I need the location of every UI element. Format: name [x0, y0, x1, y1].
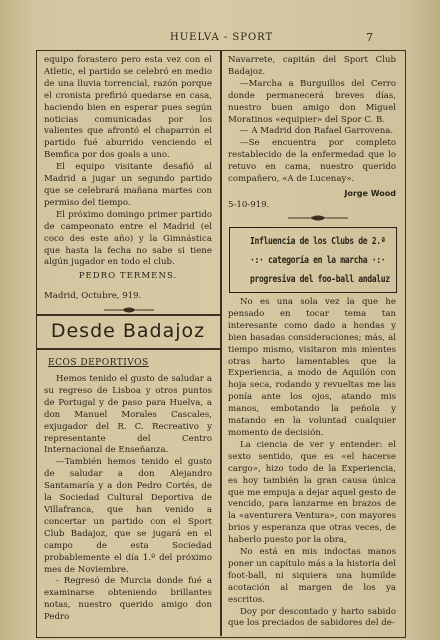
paragraph: —Marcha a Burguillos del Cerro donde permanecerá breves días, nuestro buen amigo don Miguel Moratinos «equipier» del Spor C. B. [228, 78, 396, 125]
headline-line: Influencia de los Clubs de 2.ª [250, 236, 386, 247]
section-rule-top [36, 314, 220, 316]
paragraph: - Regresó de Murcia donde fué a examinarse obteniendo brillantes notas, nuestro querido amigo don Pedro [44, 576, 212, 623]
paragraph: El próximo domingo primer partido de campeonato entre el Madrid (el coco des este año) y la Gimnástica que hasta la fecha no sabe si tiene algún jugador en todo el club. [44, 209, 212, 268]
paragraph: No está en mis indoctas manos poner un capítulo más a la historia del foot-ball, ni siquiera una humilde acotación al margen de los ya escritos. [228, 547, 397, 605]
paragraph: Doy por descontado y harto sabido que los preciados de sabidores del de- [228, 606, 396, 629]
publication-title: HUELVA - SPORT [170, 32, 274, 43]
paragraph: equipo forastero pero esta vez con el Atletic, el partido se celebró en medio de una lluvia torrencial, razón porque el cronista prefirió quedarse en casa, haciendo bien en esperar pues según noticias comunicadas por los valientes que afrontó el chaparrón el partido fué aburrido venciendo el Bemfica por dos goals a uno. [44, 55, 212, 161]
dateline: 5-10-919. [228, 199, 270, 210]
ornament-divider [104, 306, 154, 314]
headline-line: progresiva del foo-ball andaluz [250, 274, 390, 285]
column-divider [220, 50, 222, 636]
article-madrid [44, 55, 212, 303]
article-influencia [228, 297, 396, 630]
paragraph: —También hemos tenido el gusto de saludar a don Alejandro Santamaría y a don Pedro Cortés, de la Sociedad Cultural Deportiva de Villafranca, que han venido a concertar un partido con el Sport Club Badajoz, que se jugará en el campo de esta Sociedad probablemente el día 1.º del próximo mes de Noviembre. [44, 457, 212, 575]
section-rule-bottom [36, 348, 220, 350]
section-title: Desde Badajoz [50, 320, 206, 342]
article-badajoz-continued [228, 55, 396, 212]
paragraph: La ciencia de ver y entender: el sexto sentido, que es «el hacerse cargo», hizo todo de la Experiencia, es hoy también la gran causa única que me empuja a dejar aquel gesto de vencido, para lanzarme en brazos de la «aventurera Ventura», con mayores brios y esperanza que otras veces, de haberlo puesto por la obra, [228, 439, 396, 546]
paragraph: No es una sola vez la que he pensado en tocar tema tan interesante como dado a hondas y bien basadas consideraciones; más, al tiempo mismo, visitaron mis mientes otras harto lamentables que la Experiencia, a modo de Aquilón con hoja seca, rodando y revueltas me las ponía ante los ojos, atando mis manos, embotando la peñola y matando en la voluntad cualquier momento de decisión. [228, 297, 396, 438]
headline-text [250, 232, 390, 289]
paragraph: —Se encuentra por completo restablecido de la enfermedad que lo retuvo en cama, nuestro querido compañero, «A de Lucenay». [228, 138, 396, 185]
author-signature: PEDRO TERMENS. [78, 271, 178, 282]
dateline: Madrid, Octubre, 919. [44, 291, 142, 302]
article-badajoz [44, 374, 212, 624]
paragraph: El equipo visitante desafió al Madrid a jugar un segundo partido que se celebrará mañana martes con permiso del tiempo. [44, 162, 212, 208]
section-subhead: ECOS DEPORTIVOS [48, 358, 149, 368]
paragraph: Navarrete, capitán del Sport Club Badajoz. [228, 55, 396, 77]
headline-line: ·:· categoría en la marcha ·:· [250, 255, 386, 266]
page-number: 7 [366, 31, 374, 44]
page-header [0, 32, 440, 46]
paragraph: Hemos tenido el gusto de saludar a su regreso de Lisboa y otros puntos de Portugal y de paso para Huelva, a don Manuel Morales Cascales, exjugador del R. C. Recreativo y representante del Centro Internacional de Enseñanza. [44, 374, 212, 456]
author-signature: Jorge Wood [344, 188, 396, 198]
ornament-divider [288, 214, 348, 222]
paragraph: — A Madrid don Rafael Garrovena. [240, 126, 394, 137]
